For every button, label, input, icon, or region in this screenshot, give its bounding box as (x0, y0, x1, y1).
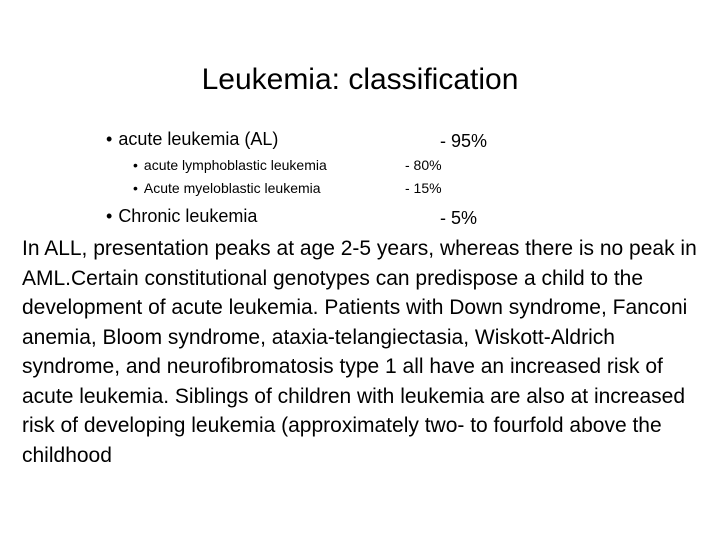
list-item-acute-leukemia (106, 128, 278, 150)
bullet-icon: • (106, 129, 113, 149)
item-percentage: - 95% (440, 131, 488, 151)
item-percentage: - 15% (405, 180, 442, 196)
slide-title: Leukemia: classification (201, 63, 519, 96)
item-percentage: - 80% (405, 157, 442, 173)
list-item-chronic-leukemia (106, 205, 257, 227)
list-item-all (133, 156, 327, 174)
item-label: Acute myeloblastic leukemia (143, 180, 321, 196)
bullet-icon: • (133, 180, 138, 196)
item-label: acute lymphoblastic leukemia (143, 157, 327, 173)
bullet-icon: • (133, 157, 138, 173)
bullet-icon: • (106, 206, 113, 226)
item-label: acute leukemia (AL) (118, 129, 279, 149)
item-label: Chronic leukemia (118, 206, 258, 226)
list-item-aml (133, 179, 321, 197)
body-paragraph: In ALL, presentation peaks at age 2-5 years, whereas there is no peak in AML.Certain constitutional genotypes can predispose a child to the development of acute leukemia. Patients with Down syndrome, Fanconi anemia, Bloom syndrome, ataxia-telangiectasia, Wiskott-Aldrich syndrome, and neurofibromatosis type 1 all have an increased risk of acute leukemia. Siblings of children with leukemia are also at increased risk of developing leukemia (approximately two- to fourfold above the childhood (22, 237, 697, 467)
item-percentage: - 5% (440, 208, 478, 228)
